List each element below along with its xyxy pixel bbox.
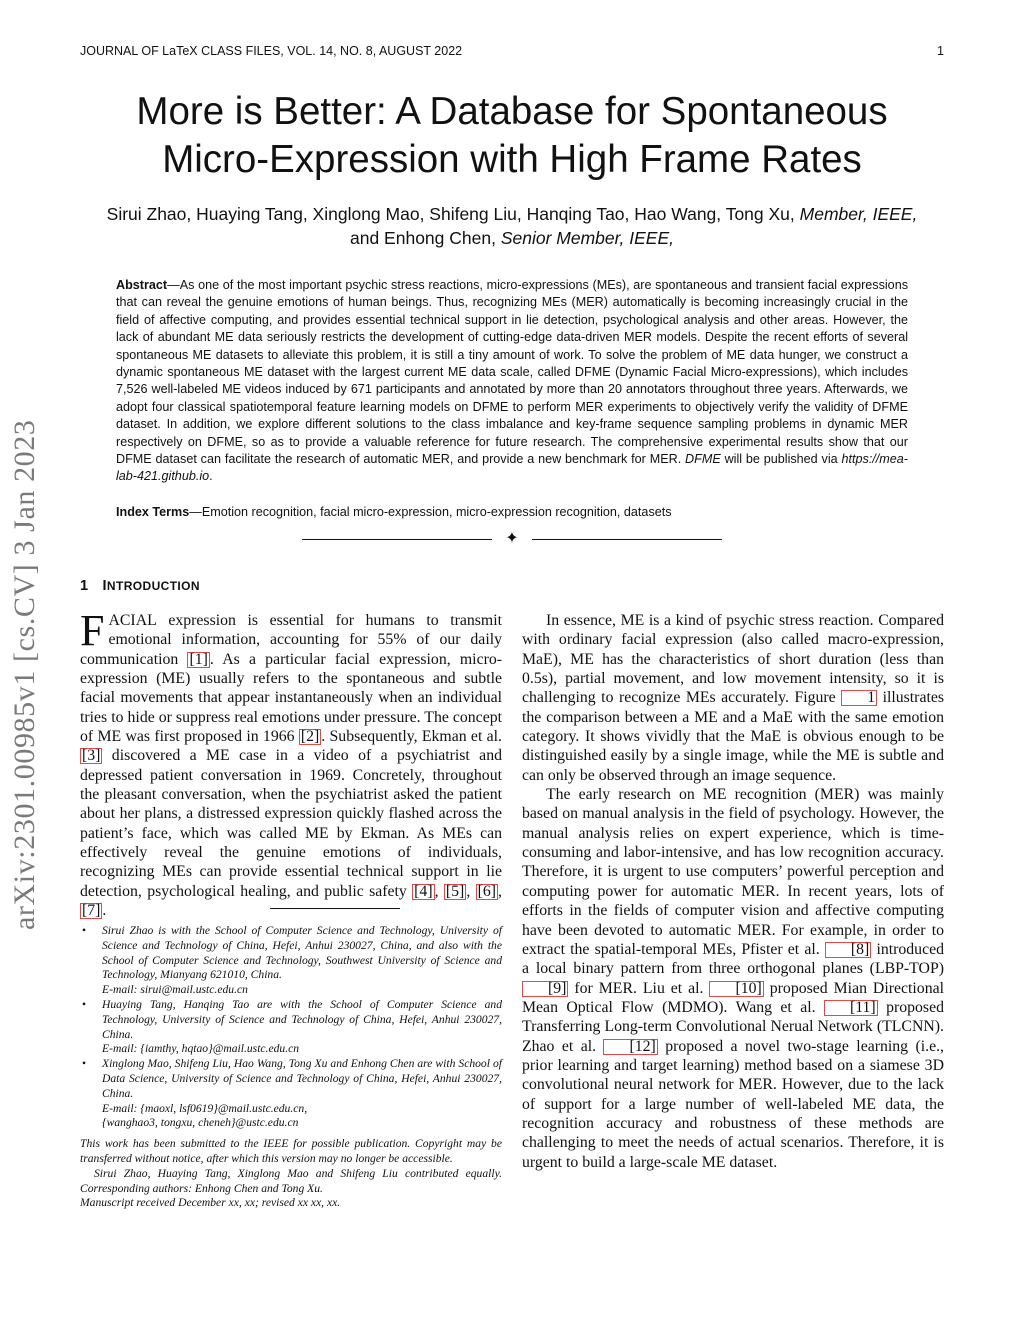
abstract xyxy=(116,277,908,486)
authors-line-2-role: Senior Member, IEEE, xyxy=(500,228,674,248)
citation-link[interactable]: [2] xyxy=(300,728,320,746)
manuscript-received-note: Manuscript received December xx, xx; revised xx xx, xx. xyxy=(80,1196,341,1210)
citation-link[interactable]: [3] xyxy=(82,747,101,765)
abstract-label: Abstract xyxy=(116,278,168,292)
paragraph-1: FACIAL expression is essential for humans to transmit emotional information, accounting for 55% of our daily communication [1] . As a particular facial expression, micro-expression (ME) usually refers to the spontaneous and subtle facial movements that appear instantaneously when an individual tries to hide or suppress real emotions under pressure. The concept of ME was first proposed in 1966 [2] . Subsequently, Ekman et al. [3] discovered a ME case in a video of a psychiatrist and depressed patient conversation in 1969. Concretely, throughout the pleasant conversation, when the psychiatrist asked the patient about her plans, a distressed expression quickly flashed across the patient’s face, which was called ME by Ekman. As MEs can effectively reveal the genuine emotions of individuals, recognizing MEs can provide essential technical support in lie detection, psychological healing, and public safety [4] , [5] , [6] , [7] . xyxy=(80,606,502,920)
paragraph-3 xyxy=(522,785,944,1172)
paragraph-text: In essence, ME is a kind of psychic stress reaction. Compared with ordinary facial expression (also called macro-expression, MaE), ME has the characteristics of short duration (less than 0.5s), partial movement, and low movement intensity, so it is challenging to recognize MEs accurately. Figure xyxy=(522,612,944,707)
abstract-end: . xyxy=(209,469,213,484)
affiliation-text: Huaying Tang, Hanqing Tao are with the School of Computer Science and Technology, University of Science and Technology of China, Hefei, Anhui 230027, China. xyxy=(102,997,502,1041)
paper-title xyxy=(60,88,964,184)
abstract-url[interactable]: https://mea-lab-421.github.io xyxy=(116,452,908,484)
equal-contribution-note: Sirui Zhao, Huaying Tang, Xinglong Mao and Shifeng Liu contributed equally. Corresponding authors: Enhong Chen and Tong Xu. xyxy=(80,1166,502,1195)
left-column xyxy=(80,606,502,921)
affiliation-text: Xinglong Mao, Shifeng Liu, Hao Wang, Tong Xu and Enhong Chen are with School of Data Science, University of Science and Technology of China, Hefei, Anhui 230027, China. xyxy=(102,1057,502,1100)
affiliation-email: {wanghao3, tongxu, cheneh}@ustc.edu.cn xyxy=(102,1116,299,1130)
small-caps-word: ACIAL xyxy=(108,612,157,629)
abstract-dfme: DFME xyxy=(685,452,721,467)
citation-link[interactable]: [8] xyxy=(825,942,871,958)
citation-link[interactable]: [11] xyxy=(824,1000,878,1016)
paragraph-text: expression is essential for humans to transmit emotional information, accounting for 55% of our daily communication xyxy=(80,612,502,668)
citation-link[interactable]: [9] xyxy=(522,981,568,997)
authors-line-2: and Enhong Chen, xyxy=(350,228,496,248)
divider-rule-left xyxy=(302,539,492,540)
citation-link[interactable]: [7] xyxy=(82,902,101,920)
citation-link[interactable]: [1] xyxy=(189,650,208,668)
divider-rule-right xyxy=(532,539,722,540)
affiliation-email: E-mail: {iamthy, hqtao}@mail.ustc.edu.cn xyxy=(102,1042,300,1056)
section-title-initial: I xyxy=(102,578,107,594)
citation-link[interactable]: [10] xyxy=(709,981,763,997)
figure-ref-link[interactable]: 1 xyxy=(841,690,877,706)
affiliation-item xyxy=(102,1057,502,1131)
abstract-text: —As one of the most important psychic stress reactions, micro-expressions (MEs), are spontaneous and transient facial expressions that can reveal the genuine emotions of human beings. Thus, recognizing MEs (MER) automatically is becoming increasingly crucial in the field of affective computing, and provides essential technical support in lie detection, psychological analysis and other areas. However, the lack of abundant ME data seriously restricts the development of cutting-edge data-driven MER models. Despite the recent efforts of several spontaneous ME datasets to alleviate this problem, it is still a tiny amount of work. To solve the problem of ME data hunger, we construct a dynamic spontaneous ME dataset with the largest current ME data scale, called DFME (Dynamic Facial Micro-expressions), which includes 7,526 well-labeled ME videos induced by 671 participants and annotated by more than 20 annotators throughout three years. Afterwards, we adopt four classical spatiotemporal feature learning models on DFME to perform MER experiments to objectively verify the validity of DFME dataset. In addition, we explore different solutions to the class imbalance and key-frame sequence sampling problems in dynamic MER respectively on DFME, so as to provide a valuable reference for future research. The comprehensive experimental results show that our DFME dataset can facilitate the research of automatic MER, and provide a new benchmark for MER. xyxy=(116,278,908,467)
paragraph-2 xyxy=(522,611,944,785)
index-terms-label: Index Terms xyxy=(116,505,190,519)
section-number: 1 xyxy=(80,578,89,594)
author-list xyxy=(60,202,964,250)
section-title-rest: NTRODUCTION xyxy=(106,579,200,593)
paragraph-text: for MER. Liu et al. xyxy=(568,979,710,997)
paragraph-text: proposed Mian Directional Mean Optical Flow (MDMO). Wang et al. xyxy=(522,979,944,1016)
submission-note: This work has been submitted to the IEEE for possible publication. Copyright may be transferred without notice, after which this version may no longer be accessible. xyxy=(80,1137,502,1165)
affiliation-email: E-mail: {maoxl, lsf0619}@mail.ustc.edu.cn, xyxy=(102,1101,308,1115)
footnote-rule xyxy=(270,908,400,909)
citation-link[interactable]: [12] xyxy=(603,1039,657,1055)
index-terms xyxy=(116,504,908,521)
citation-link[interactable]: [4] xyxy=(414,882,433,900)
section-heading xyxy=(80,578,200,594)
affiliation-item xyxy=(102,998,502,1057)
title-line-2: Micro-Expression with High Frame Rates xyxy=(162,138,862,181)
citation-link[interactable]: [6] xyxy=(477,882,497,900)
paragraph-text: proposed Transferring Long-term Convolutional Nerual Network (TLCNN). Zhao et al. xyxy=(522,998,944,1055)
abstract-publish: will be published via xyxy=(720,452,842,467)
affiliation-list xyxy=(80,924,502,1131)
paragraph-text: proposed a novel two-stage learning (i.e., prior learning and target learning) method based on a siamese 3D convolutional neural network for MER. However, due to the lack of support for a large number of well-labeled ME data, the recognition accuracy and robustness of these methods are challenging to meet the needs of actual scenarios. Therefore, it is urgent to build a large-scale ME dataset. xyxy=(522,1037,944,1171)
paragraph-text: discovered a ME case in a video of a psychiatrist and depressed patient conversation in 1969. Concretely, throughout the pleasant conversation, when the psychiatrist asked the patient about her plans, a distressed expression quickly flashed across the patient’s face, which was called ME by Ekman. As MEs can effectively reveal the genuine emotions of individuals, recognizing MEs can provide essential technical support in lie detection, psychological healing, and public safety xyxy=(80,747,502,900)
affiliation-text: Sirui Zhao is with the School of Computer Science and Technology, University of Science and Technology of China, Hefei, Anhui 230027, China, and also with the School of Computer Science and Technology, Southwest University of Science and Technology, Mianyang 621010, China. xyxy=(102,924,502,982)
paragraph-text: introduced a local binary pattern from three orthogonal planes (LBP-TOP) xyxy=(522,940,944,978)
paragraph-text: illustrates the comparison between a ME and a MaE with the same emotion category. It shows vividly that the MaE is obvious enough to be distinguished easily by a single image, while the ME is subtle and can only be observed through an image sequence. xyxy=(522,689,944,784)
affiliation-email: E-mail: sirui@mail.ustc.edu.cn xyxy=(102,983,248,997)
affiliation-item xyxy=(102,924,502,998)
paragraph-text: The early research on ME recognition (MER) was mainly based on manual analysis in the field of psychology. However, the manual analysis relies on expert experience, which is time-consuming and labor-intensive, and has low recognition accuracy. Therefore, it is urgent to use computers’ powerful perception and computing power for automatic MER. In recent years, lots of efforts in the fields of computer vision and affective computing have been devoted to automatic MER. For example, in order to extract the spatial-temporal MEs, Pfister et al. xyxy=(522,786,944,958)
drop-cap: F xyxy=(80,606,105,655)
authors-line-1: Sirui Zhao, Huaying Tang, Xinglong Mao, Shifeng Liu, Hanqing Tao, Hao Wang, Tong Xu, xyxy=(106,204,795,224)
page-number: 1 xyxy=(937,44,944,58)
arxiv-identifier: arXiv:2301.00985v1 [cs.CV] 3 Jan 2023 xyxy=(8,419,41,930)
journal-name: JOURNAL OF LaTeX CLASS FILES, VOL. 14, NO. 8, AUGUST 2022 xyxy=(80,44,463,58)
divider-star-icon: ✦ xyxy=(505,530,519,547)
paragraph-text: . As a particular facial expression, micro-expression (ME) usually refers to the spontaneous and subtle facial movements that appear instantaneously when an individual tries to hide or suppress real emotions under pressure. The concept of ME was first proposed in 1966 xyxy=(80,650,502,746)
section-divider xyxy=(300,530,724,550)
citation-link[interactable]: [5] xyxy=(445,882,465,900)
authors-line-1-role: Member, IEEE, xyxy=(799,204,918,224)
footnotes xyxy=(80,924,502,1211)
right-column xyxy=(522,611,944,1172)
running-header xyxy=(80,44,944,58)
index-terms-text: —Emotion recognition, facial micro-expression, micro-expression recognition, datasets xyxy=(189,505,672,519)
title-line-1: More is Better: A Database for Spontaneous xyxy=(136,90,888,133)
paragraph-text: . Subsequently, Ekman et al. xyxy=(321,728,502,746)
